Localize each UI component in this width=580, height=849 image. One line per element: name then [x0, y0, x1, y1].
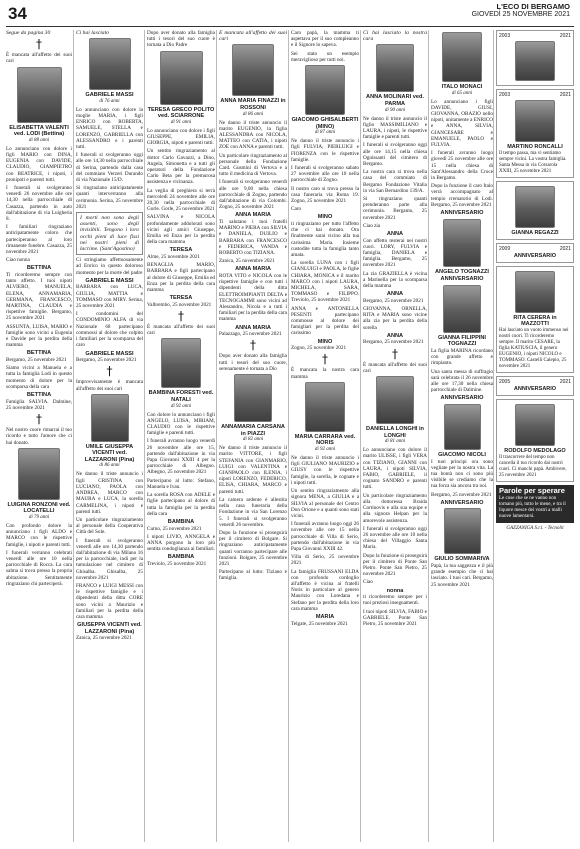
- notice-text: ANNA e ANTONELLA PESENTI partecipano commosse al dolore dei famigliari per la perdita del carissimo: [291, 305, 359, 337]
- deceased-name: GIANNA FILIPPINI TOGNAZZI: [438, 334, 486, 348]
- column-divider: [493, 30, 494, 842]
- anniversary-heading: ANNIVERSARIO: [440, 395, 484, 402]
- obituary-column: [6, 30, 72, 842]
- notice-text: ti ringraziamo per tutto l'affetto che ci hai donato. Ora finalmente sarai vicino alla tua carissima Maria. Insieme custodite tutta la famiglia tanto amata.: [291, 221, 359, 259]
- notice-text: Bergamo, 25 novembre 2021: [431, 491, 492, 498]
- notice-text: Ne danno il triste annuncio il figlio MASSIMILIANO e LAURA, i nipoti, le rispettive famiglie e parenti tutti.: [363, 115, 427, 141]
- obituary-column: [147, 30, 215, 842]
- portrait-photo: [515, 100, 555, 142]
- portrait-photo: [18, 448, 60, 500]
- deceased-name: TERESA: [169, 247, 193, 254]
- portrait-photo: [17, 67, 62, 123]
- portrait-photo: [515, 186, 555, 228]
- anniversary-box: [496, 376, 574, 396]
- deceased-name: ANGELO TOGNAZZI: [435, 268, 489, 275]
- notice-text: I tuoi nipoti SILVIA, FABIO e GABRIELE. Ponte San Pietro, 25 novembre 2021: [363, 608, 427, 627]
- anniversary-years: [499, 92, 571, 98]
- column-divider: [428, 30, 429, 842]
- age-note: di 81 anni: [384, 439, 406, 445]
- anniversary-text: Hai lasciato un vuoto immenso nei nostri cuori. Ti ricorderemo sempre. Il marito CESARE, la figlia KATIUSCIA, il genero EUGENIO, i nipoti NICOLO e TOMMASO. Castelli Calepio, 25 novembre 2021: [499, 328, 569, 369]
- column-divider: [216, 30, 217, 842]
- deceased-name: BAMBINA FORESTI ved. NATALI: [148, 390, 214, 404]
- deceased-name: MARIA CARRARA ved. NORIS: [294, 433, 356, 447]
- deceased-name: TERESA GRECO POLITO ved. SCIARRONE: [147, 106, 215, 120]
- notice-text: La sorella LUNA con i figli GIANLUIGI e PAOLA, le figlie CHIARA, MONICA e il marito MARCO con i nipoti LAURA, MICHELA, SARA, TOMMASO e FILIPPO. Treviolo, 25 novembre 2021: [291, 260, 359, 304]
- portrait-photo: [376, 44, 414, 92]
- deceased-name: ANNA MARIA FINAZZI in ROSSONI: [220, 98, 286, 111]
- notice-text: Ne danno il triste annuncio il marito EUGENIO, la figlia ALESSANDRA con NICOLA, MATTEO con CATIA, i nipoti ZOE con ANNA e parenti tutti.: [219, 119, 287, 151]
- cross-icon: †: [392, 346, 398, 361]
- notice-text: La camera ardente è allestita nella casa funeraria della Fondazione in via San Lorenzo 5. I funerali si svolgeranno venerdì 26 novembre.: [219, 496, 287, 528]
- parole-text: Le cose che se ne vanno non tornano più, tutto le mene, e tra il liquore mesce dei vostri a malli nuove lamentarsi.: [499, 496, 566, 519]
- deceased-name: ANNA: [386, 231, 404, 238]
- notice-text: Dopo la funzione si proseguirà per il cimitero di Bolgare. Si ringraziano anticipatamente quanti vorranno partecipare alle funzioni. Bolgare, 25 novembre 2021: [219, 529, 287, 567]
- notice-text: Ne danno il triste annuncio il marito VITTORE, i figli STEFANIA con GIANMARIO, LUIGI con VALENTINA e GIANPAOLO con ILENIA, i nipoti LORENZO, FEDERICO, ELISA, CHIARA, MARCO e parenti tutti.: [219, 445, 287, 495]
- quote-box: I morti non sono degli assenti, sono degli invisibili. Tengono i loro occhi pieni di luce fissi nei nostri pieni di lacrime. (Sant'Agostino): [76, 212, 143, 255]
- notice-text: Treviolo, 25 novembre 2021: [147, 560, 207, 567]
- portrait-photo: [444, 508, 481, 554]
- notice-text: Bergamo, 25 novembre 2021: [363, 339, 424, 346]
- anniversary-box: [496, 89, 574, 178]
- deceased-name: GABRIELE MASSI: [85, 277, 134, 284]
- notice-text: Ne danno il triste annuncio i figli FULVIA, PIERLUIGI e FIORENZA con le rispettive famiglie.: [291, 138, 359, 163]
- column-divider: [144, 30, 145, 842]
- portrait-photo: [305, 65, 345, 115]
- notice-text: Con dolore lo annunciano i figli ANGELO, LUISA, MIRIAM, CLAUDIO con le rispettive famiglie e parenti tutti.: [147, 411, 215, 437]
- notice-text: ti ricorderemo sempre per i tuoi preziosi insegnamenti.: [363, 594, 427, 607]
- deceased-name: ITALO MONACI: [441, 84, 483, 90]
- notice-text: Un sentito ringraziamento al dottor Carlo Gavazzi, a Dino, Angela, Simonetta e a tutti gli operatori della Fondazione Carlo Beta per la premurosa assistenza e vicinanza.: [147, 148, 215, 186]
- anniversary-years: [499, 33, 571, 39]
- notice-text: Improvvisamente è mancata all'affetto dei suoi cari: [76, 379, 143, 392]
- age-note: di 76 anni: [99, 98, 120, 104]
- deceased-name: ANNA: [386, 291, 404, 298]
- portrait-photo: [515, 271, 555, 313]
- notice-text: Siamo vicini a Manuela e a tutta la famiglia Lodi in questo momento di dolore per la scomparsa della cara: [6, 365, 72, 390]
- deceased-name: GIACOMO GHISALBERTI (MINO): [291, 117, 359, 130]
- notice-text: I funerali si svolgeranno oggi 26 novembre alle ore 10 nella chiesa del Villaggio Santa Maria.: [363, 525, 427, 551]
- year-end: 2021: [559, 33, 571, 39]
- lead-text: Ci hai lasciato la nostra cara: [363, 30, 427, 43]
- notice-text: Ciao zia: [363, 222, 381, 229]
- notice-text: La veglia di preghiera si terrà mercoledì 24 novembre alle ore 20,30 nella parrocchiale di Gorle. Gorle, 25 novembre 2021: [147, 187, 215, 213]
- continued-note: Segue da pagina 30: [6, 30, 51, 36]
- notice-text: Ne danno il triste annuncio i figli GIULIANO MAURIZIO e GIUSY con le rispettive famiglie, la sorella, le cognate e i nipoti tutti.: [291, 455, 359, 486]
- year-start: 2009: [499, 246, 511, 252]
- deceased-name: MINO: [317, 214, 333, 221]
- notice-text: BARBARA con LUCA, GIULIA, MATTIA e TOMMASO con MIRY. Serina, 25 novembre 2021: [76, 284, 143, 310]
- obituary-column: [76, 30, 143, 842]
- notice-text: I funerali si svolgeranno oggi alle ore 14,15 nella chiesa Ognissanti del cimitero di Bergamo.: [363, 142, 427, 168]
- notice-text: Sei stato un esempio meraviglioso per tutti noi.: [291, 50, 359, 63]
- notice-text: Partecipano al lutto: Tiziano e famiglia.: [219, 569, 287, 582]
- age-note: di 90 anni: [384, 107, 406, 113]
- notice-text: Famiglia SALVIA. Dalmine, 25 novembre 2021: [6, 398, 72, 411]
- notice-text: ROTA VITO e NICOLA con le rispettive famiglie e con tutti i dipendenti della ditta ELETTROIMPIANTI DELTA e TECNOGAMMI sono vicini ad Alessandro, Nicola e a tutti i familiari per la perdita della cara mamma: [219, 273, 287, 323]
- notice-text: Un sentito ringraziamento alla signora MENA, a GIULIA e a SILVIA al personale del Centro Don Orione e a quanti sono stati vicini.: [291, 488, 359, 519]
- deceased-name: ANNA MARIA: [235, 266, 271, 273]
- deceased-name: nonna: [386, 587, 404, 594]
- notice-text: I funerali avranno luogo giovedì 25 novembre alle ore 15 nella chiesa di Sant'Alessandro della Croce in Bergamo.: [431, 150, 493, 182]
- publication-name: L'ECO DI BERGAMO: [496, 2, 570, 11]
- obituary-column: [431, 30, 493, 842]
- notice-text: Dopo la funzione si proseguirà per il cimitero di Ponte San Pietro. Ponte San Pietro, 25 novembre 2021: [363, 552, 427, 578]
- deceased-name: BETTINA: [26, 392, 52, 399]
- anniversary-box: [496, 266, 574, 373]
- deceased-name: GIULIO SOMMARIVA: [434, 556, 490, 563]
- notice-text: È mancata all'affetto dei suoi cari: [147, 324, 215, 337]
- anniversary-column: [496, 30, 574, 842]
- deceased-name: BAMBINA: [167, 554, 195, 561]
- portrait-photo: [89, 38, 131, 90]
- notice-text: Caro: [291, 206, 302, 213]
- age-note: di 82 anni: [242, 437, 264, 443]
- notice-text: Caro papà, la mamma ti aspettava per il suo compleanno e il Signore lo sapeva.: [291, 30, 359, 49]
- deceased-name: TERESA: [169, 295, 193, 302]
- notice-text: Si ringraziano quanti prenderanno parte alla cerimonia. Bergamo, 25 novembre 2021: [363, 196, 427, 221]
- age-note: di 65 anni: [451, 90, 473, 96]
- notice-text: Zanica, 25 novembre 2021: [219, 258, 275, 265]
- notice-text: Curno, 25 novembre 2021: [147, 525, 202, 532]
- notice-text: Partecipano al lutto: Stefano, Manuela e Ivan.: [147, 477, 215, 490]
- deceased-name: BETTINA: [26, 265, 52, 272]
- year-end: 2021: [559, 379, 571, 385]
- deceased-name: MARIA: [315, 613, 335, 620]
- notice-text: Lo annunciano con dolore i figli GIUSEPPE, EMILIA, GIORGIA, nipoti e parenti tutti.: [147, 127, 215, 147]
- notice-text: Ti salutano i tuoi fratelli MARINO e PIERA con SILVIA e DANIELA, DUILIO e BARBARA con FRANCESCO e FEDERICA, VANDA e ROBERTO con TIZIANA.: [219, 219, 287, 257]
- anniversary-title: MARTINO RONCALLI: [507, 144, 563, 150]
- anniversary-years: [499, 379, 571, 385]
- notice-text: Dopo aver donato alla famiglia tutti i tesori del suo cuore è tornata a Dio Padre: [147, 30, 215, 49]
- cross-icon: †: [322, 352, 328, 367]
- notice-text: I funerali avranno luogo oggi 26 novembre alle ore 15 nella parrocchiale di Villa di Serio, partendo dall'abitazione in via Papa Giovanni XXIII 42.: [291, 521, 359, 552]
- cross-icon: †: [36, 412, 42, 427]
- notice-text: Palazzago, 25 novembre 2021: [219, 331, 282, 338]
- portrait-photo: [232, 44, 274, 96]
- deceased-name: GIACOMO NICOLI: [438, 452, 486, 459]
- notice-text: Una santa messa di suffragio sarà celebrata il 26 novembre alle ore 17,30 nella chiesa parrocchiale di Dalmine.: [431, 368, 493, 394]
- column-divider: [360, 30, 361, 842]
- notice-text: I tuoi principi ora sono vegliate per la nostra vita. La tua bontà non ci sono più visibile se crediamo che la tua forza sia ancora tra noi.: [431, 458, 493, 490]
- anniversary-title: RITA CERERA in MAZZOTTI: [513, 315, 557, 327]
- notice-text: GIOVANNA, ORNELLA, RITA e MARIA sono vicine alla zia per la perdita della sorella: [363, 306, 427, 331]
- deceased-name: ANNA MARIA: [235, 212, 271, 219]
- notice-text: Dopo la funzione il caro Italo verrà accompagnato al tempio crematorio di Lodi. Bergamo, 25 novembre 2021: [431, 183, 493, 208]
- parole-title: Parole per sperare: [499, 486, 565, 495]
- anniversary-years: [499, 246, 571, 252]
- page-header: [0, 0, 580, 28]
- notice-text: La famiglia FRUSSANI ELDA con profondo cordoglio all'affetto è vicina ai fratelli Noris in particolare al genero Maurizio con Loredana e Stefano per la perdita della loro cara mamma: [291, 568, 359, 612]
- anniversary-title: ANNIVERSARIO: [513, 386, 557, 392]
- column-divider: [73, 30, 74, 842]
- anniversary-title: RODOLFO MEDOLAGO: [504, 448, 566, 454]
- deceased-name: ANNA MOLINARI ved. PARMA: [366, 94, 424, 107]
- parole-box: [496, 485, 574, 523]
- notice-text: Un particolare ringraziamento al personale della Cooperativa Città del Sole.: [76, 516, 143, 536]
- notice-text: BENAGLIA MARIO, BARBARA e figli partecipano al dolore di Giuseppe, Emilia ed Enza per la perdita della cara mamma: [147, 262, 215, 294]
- cross-icon: †: [178, 309, 184, 324]
- portrait-photo: [305, 382, 345, 432]
- deceased-name: BAMBINA: [167, 518, 195, 525]
- notice-text: I funerali avranno luogo venerdì 26 novembre alle ore 15, partendo dall'abitazione in via Papa Giovanni XXIII 4 per la parrocchiale di Albegno. Albegno, 25 novembre 2021: [147, 438, 215, 476]
- notice-text: I funerali si svolgeranno venerdì alle ore 9,00 nella chiesa parrocchiale di Zogno, partendo dall'abitazione di via Colombi. Zogno, 25 novembre 2021: [219, 179, 287, 211]
- deceased-name: ELISABETTA VALENTI ved. LODI (Bettina): [9, 124, 69, 138]
- notice-text: Bergamo, 25 novembre 2021: [6, 357, 67, 364]
- notice-text: Lo annunciano con dolore il marito ULISSE, i figli VERA con TIZIANO, GIANNI con LAURA, i nipoti SILVIA, FABIO, GABRIELE, il cognato SANDRO e parenti tutti.: [363, 447, 427, 491]
- year-end: 2021: [559, 92, 571, 98]
- anniversary-text: Il tempo passa, ma vi sentiamo sempre vicini. La vostra famiglia. Santa Messa in via Corsarola XXIII, 25 novembre 2021: [499, 151, 567, 174]
- portrait-photo: [444, 404, 481, 450]
- notice-text: Con profondo dolore la annunciano i figli ALDO e MARCO con le rispettive famiglie, i nipoti e parenti tutti.: [6, 522, 72, 548]
- anniversary-heading: ANNIVERSARIO: [440, 276, 484, 283]
- portrait-photo: [376, 376, 414, 424]
- notice-text: I familiari ringraziano anticipatamente coloro che parteciperanno al loro rimanente funebre. Casazza, 25 novembre 2021: [6, 224, 72, 256]
- anniversary-title: GIANNA REGAZZI: [511, 230, 559, 236]
- notice-text: I funerali si svolgeranno venerdì alle ore 14,30 partendo dall'abitazione di via Milano 16 per la parrocchiale, indi per la tumulazione nel cimitero di Ghisalba. Ghisalba, 25 novembre 2021: [76, 537, 143, 581]
- portrait-photo: [515, 404, 555, 446]
- notice-text: Lo annunciano con dolore i figli MARIO con DINA, EUGENIA con DAVIDE, CLAUDIO, GIAMPIETRO con BEATRICE, i nipoti, i pronipoti e parenti tutti.: [6, 145, 72, 183]
- deceased-name: GIUSEPPA VICENTI ved. LAZZARONI (Pina): [77, 622, 142, 635]
- deceased-name: ANNAMARIA CARSANA in PIAZZI: [221, 424, 285, 437]
- deceased-name: GABRIELE MASSI: [85, 92, 134, 99]
- notice-text: La nostra cara si trova nella casa del commiato di Bergamo Fondazione Vitalia in via San Bernardino 139/A.: [363, 169, 427, 194]
- notice-text: I funerali si svolgeranno oggi alle ore 14,30 nella parrocchiale di Serina, partendo dalla casa del commiato Verzeri Durando di via Nazionale 15/D.: [76, 152, 143, 184]
- deceased-name: UMILE GIUSEPPA VICENTI ved. LAZZARONI (Pina): [84, 443, 135, 463]
- notice-text: Bergamo, 25 novembre 2021: [76, 357, 137, 364]
- notice-text: Nel nostro cuore rimarrai il tuo ricordo e tutto l'amore che ci hai donato.: [6, 427, 72, 446]
- notice-text: La zia GRAZIELLA è vicina a Marinella per la scomparsa della mamma: [363, 270, 427, 290]
- notice-text: Bergamo, 25 novembre 2021: [363, 297, 424, 304]
- portrait-photo: [442, 32, 482, 82]
- notice-text: I funerali si svolgeranno venerdì 26 novembre alle ore 14,30 nella parrocchiale di Casazza, partendo in auto dall'abitazione di via Luigheria 8.: [6, 185, 72, 223]
- year-start: 2005: [499, 379, 511, 385]
- year-start: 2003: [499, 92, 511, 98]
- notice-text: Ti ricorderemo sempre con tanto affetto. I tuoi nipoti ALVIERO, MANUELA, ELENA, ANNAMARIA, GERMANA, FRANCESCO, MARTINA, CLAUDIA e rispettive famiglie. Bergamo, 25 novembre 2021: [6, 272, 72, 322]
- notice-text: I funerali si svolgeranno sabato 27 novembre alle ore 10 nella parrocchiale di Zogno.: [291, 165, 359, 184]
- notice-text: ASSUNTA, LUISA, MARIO e famiglie sono vicini a Eugenia e Davide per la perdita della mamma: [6, 323, 72, 349]
- notice-text: Con affetto resterai nei nostri cuori. LORY, FULVIA e famiglia, DANIELA e famiglia. Bergamo, 25 novembre 2021: [363, 237, 427, 269]
- age-note: di 92 anni: [170, 403, 192, 409]
- notice-text: Zogno, 25 novembre 2021: [291, 345, 347, 352]
- notice-text: Telgate, 25 novembre 2021: [291, 620, 348, 627]
- notice-text: La figlia MARINA ricordano con grande affetto e rimpianto.: [431, 348, 493, 367]
- header-rule: [6, 26, 574, 27]
- anniversary-title: ANNIVERSARIO: [513, 253, 557, 259]
- portrait-photo: [443, 285, 481, 333]
- notice-text: Un particolare ringraziamento al personale della Fondazione Card. Gusmini di Vertova e a tutto il medicina di Vertova.: [219, 152, 287, 178]
- page-number: 34: [8, 4, 27, 23]
- notice-text: Villa di Serio, 25 novembre 2021: [291, 554, 359, 567]
- notice-text: I funerali verranno celebrati venerdì alle ore 10 nella parrocchiale di Rocca. La cara salma si trova presso la propria abitazione. Sentitamente ringraziano chi parteciperà.: [6, 549, 72, 587]
- anniversary-box: [496, 243, 574, 263]
- notice-text: Il nostro caro si trova presso la casa funeraria via Roma 19. Zogno, 25 novembre 2021: [291, 185, 359, 205]
- anniversary-heading: ANNIVERSARIO: [440, 499, 484, 506]
- age-note: di 91 anni: [170, 119, 192, 125]
- age-note: di 87 anni: [314, 130, 336, 136]
- notice-text: FRANCO e LUIGI MESSI con le rispettive famiglie e i dipendenti della ditta CORE sono vicini a Maurizio e familiari per la perdita della cara mamma: [76, 582, 143, 620]
- notice-text: La sorella ROSA con ADELE e figlie partecipano al dolore di tutta la famiglia per la perdita della cara: [147, 492, 215, 517]
- notice-text: SALVINA e NICOLA profondamente addolorati sono vicini agli amici Giuseppe, Emilia ed Enza per la perdita della cara mamma: [147, 214, 215, 246]
- deceased-name: LUIGINA RONZONI ved. LOCATELLI: [7, 501, 71, 515]
- deceased-name: BETTINA: [26, 350, 52, 357]
- deceased-name: GABRIELE MASSI: [85, 350, 134, 357]
- notice-text: Ciao nonna: [6, 257, 30, 264]
- notice-text: È mancata all'affetto dei suoi cari: [6, 52, 72, 65]
- notice-text: È mancata la nostra cara mamma: [291, 367, 359, 380]
- lead-text: Ci hai lasciato: [76, 30, 109, 36]
- notice-text: Un particolare ringraziamento alla dottoressa Braida Cortinovis e alla sua equipe e alla signora Helpan per la amorevole assistenza.: [363, 492, 427, 524]
- notice-text: Zanica, 25 novembre 2021: [76, 635, 132, 642]
- age-note: di 86 anni: [242, 111, 264, 117]
- age-note: di 86 anni: [99, 463, 120, 469]
- publication-date: GIOVEDÌ 25 NOVEMBRE 2021: [471, 11, 570, 18]
- year-end: 2021: [559, 246, 571, 252]
- masthead: [472, 3, 570, 19]
- notice-text: Papà, la tua saggezza e il più grande esempio che ci hai lasciato. I tuoi cari. Bergamo, 25 novembre 2021: [431, 563, 493, 588]
- deceased-name: MINO: [317, 338, 333, 345]
- portrait-photo: [515, 41, 555, 81]
- anniversary-text: Il trascorrere del tempo non cancella il tuo ricordo dai nostri cuori. Ci manchi papà. Ambivere, 25 novembre 2021: [499, 455, 567, 478]
- cross-icon: †: [106, 364, 113, 379]
- deceased-name: DANIELLA LONGHI in LONGHI: [366, 426, 424, 439]
- deceased-name: ANNA MARIA: [235, 324, 271, 331]
- age-note: di 88 anni: [28, 137, 50, 143]
- notice-text: I nipoti LIVIO, ANNGELA e ANNA porgono la loro più sentita condoglianza ai familiari.: [147, 533, 215, 553]
- column-divider: [288, 30, 289, 842]
- portrait-photo: [161, 338, 201, 388]
- notice-text: È mancata all'affetto dei suoi cari: [363, 361, 427, 374]
- notice-text: Dopo aver donato alla famiglia tutti i tesori del suo cuore, serenamente è tornata a Dio: [219, 353, 287, 372]
- anniversary-box: [496, 181, 574, 240]
- obituary-column: [291, 30, 359, 842]
- anniversary-heading: ANNIVERSARIO: [440, 210, 484, 217]
- notice-text: Ne danno il triste annuncio i figli CRISTINA con LUCIANO, PAOLA con ANDREA, MARCO con MAURA e LUCA, la sorella CARMELINA, i nipoti e parenti tutti.: [76, 471, 143, 515]
- notice-text: Lo annunciano i figli DAVIDE, GIUSI, GIOVANNA, ORAZIO nello nipoti, unitamente a ENRICO e ANNA, SILVIA, GIANCESARE e EMANUELE, PAOLO e FULVIA.: [431, 98, 493, 149]
- notice-text: Ci stringiamo affettuosamente ad Enrico in questo doloroso momento per la morte del padre: [76, 257, 143, 276]
- age-note: di 79 anni: [28, 514, 50, 520]
- anniversary-box: [496, 30, 574, 86]
- notice-text: Lo annunciano con dolore la moglie MARIA, i figli ENRICO con ROBERTA, SAMUELE, STELLA e LORENZO, GABRIELLA con ALESSANDRO e i parenti tutti.: [76, 106, 143, 151]
- obituary-column: [363, 30, 427, 842]
- anniversary-box: [496, 399, 574, 482]
- portrait-photo: [160, 51, 203, 105]
- notice-text: Ciao: [363, 579, 373, 586]
- cross-icon: †: [36, 37, 42, 52]
- footer-credit: GAZZANIGA S.r.l. - Tecnolit: [506, 526, 564, 531]
- notice-text: I condomini del CONDOMINIO ALFA di via Nazionale 68 partecipano commossi al dolore che colpito i familiari per la scomparsa del caro: [76, 311, 143, 349]
- age-note: di 92 anni: [314, 447, 336, 453]
- notice-text: Valbrembo, 25 novembre 2021: [147, 301, 212, 308]
- notice-text: Alme, 25 novembre 2021: [147, 254, 201, 261]
- year-start: 2003: [499, 33, 511, 39]
- deceased-name: ANNA: [386, 332, 404, 339]
- notice-text: Si ringraziano anticipatamente quanti interverranno alla cerimonia. Serina, 25 novembre 2021: [76, 185, 143, 210]
- portrait-photo: [91, 394, 129, 442]
- portrait-photo: [234, 374, 272, 422]
- obituary-column: [219, 30, 287, 842]
- portrait-photo: [443, 219, 481, 267]
- cross-icon: †: [250, 338, 256, 353]
- lead-text: È mancata all'affetto dei suoi cari: [219, 30, 287, 43]
